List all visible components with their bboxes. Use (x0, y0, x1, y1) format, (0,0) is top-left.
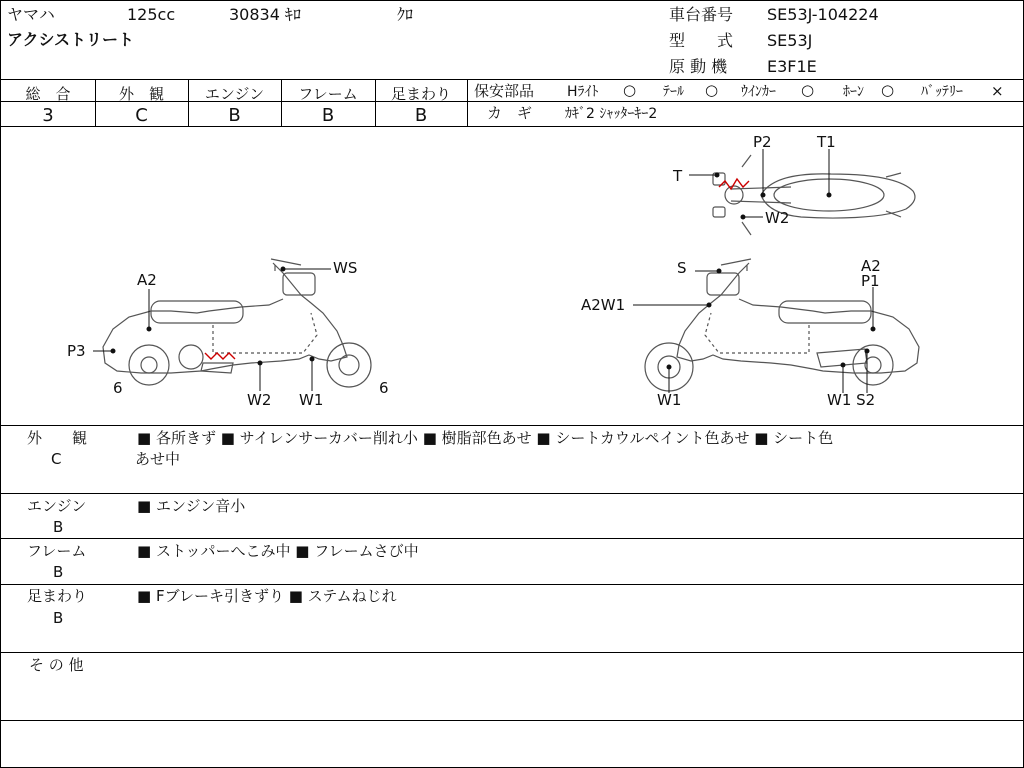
type-label: 型 式 (669, 31, 734, 50)
frame-label: フレーム (298, 85, 358, 103)
damage-mark (719, 179, 749, 189)
diagram-label-6: 6 (379, 379, 389, 397)
diagram-label-ws: WS (333, 259, 358, 277)
remark-engine-text: ■ エンジン音小 (137, 497, 246, 515)
model-name: アクシストリート (7, 30, 135, 49)
suspension-label: 足まわり (390, 85, 451, 103)
damage-diagram (1, 127, 1023, 425)
remark-suspension-grade: B (53, 609, 64, 627)
horn-ok-icon: ○ (881, 81, 895, 99)
overall-label: 総 合 (25, 85, 71, 103)
engine-model-label: 原 動 機 (669, 57, 728, 76)
diagram-label-a2: A2 (137, 271, 157, 289)
battery-label: ﾊﾞｯﾃﾘｰ (921, 84, 963, 100)
overall-grade: 3 (42, 105, 54, 126)
winker-ok-icon: ○ (801, 81, 815, 99)
remark-exterior-text: ■ 各所きず ■ サイレンサーカバー削れ小 ■ 樹脂部色あせ ■ シートカウルペイント色あせ ■ シート色 (137, 429, 834, 447)
type-value: SE53J (767, 31, 813, 50)
divider (1, 720, 1023, 721)
remark-suspension-label: 足まわり (27, 587, 88, 605)
tail-label: ﾃｰﾙ (663, 84, 684, 100)
frame-grade: B (321, 105, 335, 126)
diagram-label-a2w1: A2W1 (581, 296, 626, 314)
engine-grade: B (228, 105, 241, 126)
remark-engine-label: エンジン (27, 497, 87, 515)
diagram-label-w1: W1 (657, 391, 682, 409)
tail-ok-icon: ○ (705, 81, 719, 99)
exterior-label: 外 観 (118, 85, 164, 103)
remark-suspension-text: ■ Fブレーキ引きずり ■ ステムねじれ (137, 587, 397, 605)
safety-label: 保安部品 (474, 82, 535, 100)
remark-other-label: そ の 他 (29, 656, 84, 674)
diagram-label-p3: P3 (67, 342, 86, 360)
remark-exterior-text-cont: あせ中 (135, 450, 181, 468)
divider (1, 493, 1023, 494)
engine-model: E3F1E (767, 57, 817, 76)
remark-engine-grade: B (53, 518, 64, 536)
damage-mark (205, 353, 235, 359)
divider (1, 79, 1023, 80)
mileage: 30834 ｷﾛ (229, 5, 301, 24)
diagram-label-a2: A2 (861, 257, 881, 275)
remark-exterior-grade: C (51, 450, 62, 468)
diagram-label-t: T (673, 167, 683, 185)
color: ｸﾛ (397, 5, 414, 24)
divider (1, 652, 1023, 653)
diagram-label-p1: P1 (861, 272, 880, 290)
key-label: カ ギ (487, 104, 533, 122)
key-value: ｶｷﾞ2 ｼｬｯﾀｰｷｰ2 (565, 106, 658, 122)
diagram-label-t1: T1 (817, 133, 836, 151)
diagram-label-w1-s2: W1 S2 (827, 391, 876, 409)
divider (1, 584, 1023, 585)
diagram-label-s: S (677, 259, 687, 277)
divider (467, 79, 468, 127)
frame-no: SE53J-104224 (767, 5, 879, 24)
frame-no-label: 車台番号 (669, 5, 734, 24)
remark-frame-label: フレーム (27, 542, 87, 560)
suspension-grade: B (414, 105, 428, 126)
engine-label: エンジン (204, 85, 265, 103)
divider (467, 101, 1023, 102)
remark-frame-text: ■ ストッパーへこみ中 ■ フレームさび中 (137, 542, 419, 560)
winker-label: ｳｲﾝｶｰ (741, 84, 776, 100)
diagram-label-w2: W2 (765, 209, 790, 227)
horn-label: ﾎｰﾝ (843, 84, 864, 100)
maker: ヤマハ (7, 5, 55, 24)
diagram-label-w2: W2 (247, 391, 272, 409)
headlight-ok-icon: ○ (623, 81, 637, 99)
diagram-label-p2: P2 (753, 133, 772, 151)
displacement: 125cc (127, 5, 176, 24)
remark-frame-grade: B (53, 563, 64, 581)
scooter-top-view (713, 155, 915, 235)
diagram-label-6: 6 (113, 379, 123, 397)
diagram-label-w1: W1 (299, 391, 324, 409)
remark-exterior-label: 外 観 (27, 429, 88, 447)
divider (1, 538, 1023, 539)
divider (1, 425, 1023, 426)
headlight-label: Hﾗｲﾄ (567, 84, 599, 100)
battery-ng-icon: × (991, 82, 1004, 100)
exterior-grade: C (135, 105, 148, 126)
